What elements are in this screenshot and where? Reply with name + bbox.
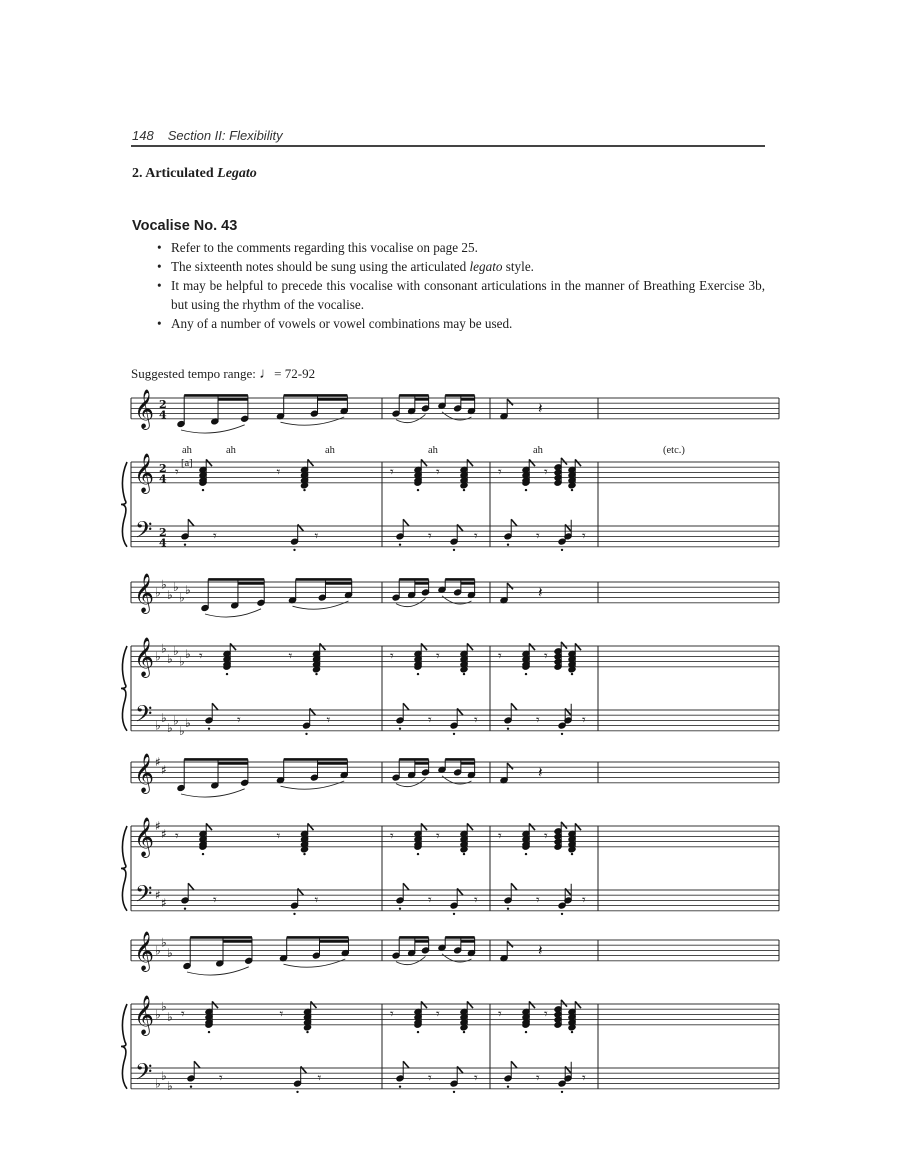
flag [457,888,463,895]
flag [507,583,513,589]
eighth-rest-icon: 𝄾 [536,528,540,545]
sharp-icon: ♯ [155,755,161,769]
eighth-rest-icon: 𝄾 [276,464,281,481]
staccato-dot [303,853,305,855]
vocalise-title: Vocalise No. 43 [132,218,238,234]
eighth-rest-icon: 𝄾 [582,712,586,729]
sharp-icon: ♯ [161,896,167,910]
eighth-rest-icon: 𝄾 [288,648,293,665]
bass-clef-icon: 𝄢 [135,517,153,549]
eighth-rest-icon: 𝄾 [213,892,217,909]
staccato-dot [190,1086,192,1088]
lyric-etc: (etc.) [663,445,685,456]
flat-icon: ♭ [155,1076,161,1091]
flag [206,459,212,466]
staccato-dot [202,853,204,855]
time-signature-top: 2 [159,461,167,475]
staccato-dot [293,549,295,551]
staccato-dot [399,908,401,910]
sharp-icon: ♯ [161,826,167,841]
flag [565,524,571,531]
flag [561,642,567,649]
flat-icon: ♭ [161,710,167,725]
eighth-rest-icon: 𝄾 [474,712,478,729]
lyric-ah: ah [428,445,438,456]
treble-clef-icon: 𝄞 [134,816,155,857]
slur [293,601,349,609]
flag [529,1001,535,1008]
eighth-rest-icon: 𝄾 [390,648,394,665]
flat-icon: ♭ [173,713,179,728]
flag [308,823,314,830]
eighth-rest-icon: 𝄾 [428,892,432,909]
flag [467,459,473,466]
flag [457,524,463,531]
eighth-rest-icon: 𝄾 [428,712,432,729]
eighth-rest-icon: 𝄾 [474,1070,478,1087]
flat-icon: ♭ [167,652,173,666]
staccato-dot [571,489,573,491]
lyric-ah: ah [182,445,192,456]
sharp-icon: ♯ [161,762,167,777]
flat-icon: ♭ [185,716,191,730]
flat-icon: ♭ [155,649,161,664]
flag [403,883,409,890]
bass-clef-icon: 𝄢 [135,881,153,913]
quarter-rest-icon: 𝄽 [538,763,543,782]
flag [421,459,427,466]
flag [298,524,304,531]
flag [301,1066,307,1073]
section-heading-text: 2. Articulated [132,166,218,181]
eighth-rest-icon: 𝄾 [237,712,241,729]
flag [561,1000,567,1007]
flat-icon: ♭ [167,946,173,960]
quarter-rest-icon: 𝄽 [538,941,543,960]
flag [529,643,535,650]
lyric-ah: ah [533,445,543,456]
instruction-text: Any of a number of vowels or vowel combinations may be used. [171,316,513,331]
eighth-rest-icon: 𝄾 [390,828,394,845]
staccato-dot [571,1031,573,1033]
eighth-rest-icon: 𝄾 [326,712,331,729]
staccato-dot [453,549,455,551]
staccato-dot [507,728,509,730]
eighth-rest-icon: 𝄾 [474,528,478,545]
flag [188,519,194,526]
eighth-rest-icon: 𝄾 [390,464,394,481]
bass-clef-icon: 𝄢 [135,1059,153,1091]
flag [575,643,581,650]
quarter-rest-icon: 𝄽 [538,583,543,602]
staccato-dot [561,549,563,551]
flag [507,763,513,769]
flag [298,888,304,895]
flat-icon: ♭ [155,943,161,958]
brace [121,462,127,547]
eighth-rest-icon: 𝄾 [536,892,540,909]
treble-clef-icon: 𝄞 [134,388,155,429]
staccato-dot [463,853,465,855]
eighth-rest-icon: 𝄾 [474,892,478,909]
lyric-ah: ah [325,445,335,456]
staccato-dot [184,908,186,910]
staccato-dot [507,1086,509,1088]
flag [311,1001,317,1008]
time-signature-bottom: 4 [159,536,167,550]
flag [403,1061,409,1068]
section-heading-italic: Legato [217,166,257,181]
staccato-dot [208,1031,210,1033]
sharp-icon: ♯ [155,888,161,903]
instruction-text: Refer to the comments regarding this vocalise on page 25. [171,240,478,255]
eighth-rest-icon: 𝄾 [199,648,203,665]
flag [507,399,513,405]
flag [421,823,427,830]
flag [421,1001,427,1008]
eighth-rest-icon: 𝄾 [498,1006,502,1023]
eighth-rest-icon: 𝄾 [582,1070,586,1087]
slur [281,417,345,425]
flag [467,643,473,650]
time-signature-top: 2 [159,525,167,539]
flag [565,1066,571,1073]
eighth-rest-icon: 𝄾 [219,1070,223,1087]
eighth-rest-icon: 𝄾 [390,1006,394,1023]
staccato-dot [184,544,186,546]
staccato-dot [571,673,573,675]
brace [121,1004,127,1089]
page-number: 148 [132,128,154,143]
flag [194,1061,200,1068]
flag [421,643,427,650]
tempo-value: = 72-92 [274,366,316,381]
eighth-rest-icon: 𝄾 [544,464,548,481]
eighth-rest-icon: 𝄾 [181,1006,185,1023]
eighth-rest-icon: 𝄾 [536,712,540,729]
flat-icon: ♭ [167,588,173,602]
flat-icon: ♭ [167,1079,173,1094]
flat-icon: ♭ [155,718,161,733]
eighth-rest-icon: 𝄾 [544,648,548,665]
staccato-dot [507,908,509,910]
staccato-dot [463,489,465,491]
staccato-dot [561,913,563,915]
staccato-dot [399,544,401,546]
staccato-dot [453,1091,455,1093]
slur [181,789,245,797]
flag [457,708,463,715]
flag [212,1001,218,1008]
flat-icon: ♭ [161,641,167,656]
staccato-dot [417,673,419,675]
flat-icon: ♭ [161,577,167,592]
flag [511,1061,517,1068]
treble-clef-icon: 𝄞 [134,994,155,1035]
eighth-rest-icon: 𝄾 [436,464,440,481]
flag [561,822,567,829]
time-signature-top: 2 [159,397,167,411]
flat-icon: ♭ [185,582,191,597]
staccato-dot [417,853,419,855]
section-title: Section II: Flexibility [167,128,283,143]
staccato-dot [507,544,509,546]
flag [467,823,473,830]
flag [575,823,581,830]
flat-icon: ♭ [155,1007,161,1022]
eighth-rest-icon: 𝄾 [317,1070,322,1087]
brace [121,826,127,911]
eighth-rest-icon: 𝄾 [436,828,440,845]
staccato-dot [305,733,307,735]
flat-icon: ♭ [179,723,185,738]
staccato-dot [463,673,465,675]
quarter-rest-icon: 𝄽 [538,399,543,418]
flag [206,823,212,830]
staccato-dot [453,733,455,735]
flat-icon: ♭ [173,644,179,659]
flag [529,459,535,466]
staccato-dot [399,728,401,730]
slur [284,959,346,967]
time-signature-bottom: 4 [159,408,167,422]
eighth-rest-icon: 𝄾 [428,1070,432,1087]
staccato-dot [525,489,527,491]
flag [188,883,194,890]
staccato-dot [453,913,455,915]
flag [467,1001,473,1008]
flat-icon: ♭ [173,580,179,595]
eighth-rest-icon: 𝄾 [498,648,502,665]
flag [457,1066,463,1073]
lyric-ipa: [a] [181,458,193,469]
flat-icon: ♭ [155,585,161,600]
treble-clef-icon: 𝄞 [134,752,155,793]
staccato-dot [293,913,295,915]
instruction-italic: legato [469,259,503,274]
flag [212,703,218,710]
staccato-dot [525,673,527,675]
flag [529,823,535,830]
lyric-ah: ah [226,445,236,456]
staccato-dot [315,673,317,675]
flag [511,703,517,710]
eighth-rest-icon: 𝄾 [498,464,502,481]
staccato-dot [561,733,563,735]
brace [121,646,127,731]
flat-icon: ♭ [161,1068,167,1083]
eighth-rest-icon: 𝄾 [582,528,586,545]
eighth-rest-icon: 𝄾 [436,1006,440,1023]
sharp-icon: ♯ [155,819,161,833]
instruction-text: The sixteenth notes should be sung using the articulated [171,259,470,274]
slur [281,781,345,789]
staccato-dot [303,489,305,491]
staccato-dot [399,1086,401,1088]
instruction-text: It may be helpful to precede this vocalise with consonant articulations in the manner of Breathing Exercise 3b, but using the rhythm of the vocalise. [171,278,765,312]
staccato-dot [417,489,419,491]
staccato-dot [571,853,573,855]
staccato-dot [525,853,527,855]
eighth-rest-icon: 𝄾 [544,828,548,845]
eighth-rest-icon: 𝄾 [536,1070,540,1087]
slur [187,967,249,975]
tempo-label: Suggested tempo range: [131,366,260,381]
flat-icon: ♭ [179,590,185,605]
flag [511,883,517,890]
flag [511,519,517,526]
eighth-rest-icon: 𝄾 [544,1006,548,1023]
flag [403,703,409,710]
eighth-rest-icon: 𝄾 [428,528,432,545]
eighth-rest-icon: 𝄾 [498,828,502,845]
staccato-dot [296,1091,298,1093]
flag [565,888,571,895]
staccato-dot [525,1031,527,1033]
slur [205,609,261,617]
eighth-rest-icon: 𝄾 [213,528,217,545]
treble-clef-icon: 𝄞 [134,636,155,677]
eighth-rest-icon: 𝄾 [276,828,281,845]
eighth-rest-icon: 𝄾 [175,464,179,481]
staccato-dot [208,728,210,730]
flag [565,708,571,715]
treble-clef-icon: 𝄞 [134,930,155,971]
flag [403,519,409,526]
flat-icon: ♭ [161,935,167,950]
eighth-rest-icon: 𝄾 [314,528,319,545]
flag [575,459,581,466]
flag [310,708,316,715]
staccato-dot [417,1031,419,1033]
flag [308,459,314,466]
slur [181,425,245,433]
staccato-dot [561,1091,563,1093]
flag [507,941,513,947]
eighth-rest-icon: 𝄾 [582,892,586,909]
eighth-rest-icon: 𝄾 [314,892,319,909]
flat-icon: ♭ [167,1010,173,1024]
flat-icon: ♭ [167,721,173,736]
eighth-rest-icon: 𝄾 [279,1006,284,1023]
staccato-dot [463,1031,465,1033]
bass-clef-icon: 𝄢 [135,701,153,733]
eighth-rest-icon: 𝄾 [175,828,179,845]
flag [230,643,236,650]
time-signature-bottom: 4 [159,472,167,486]
eighth-rest-icon: 𝄾 [436,648,440,665]
staccato-dot [202,489,204,491]
flag [561,458,567,465]
staccato-dot [226,673,228,675]
flat-icon: ♭ [179,654,185,669]
staccato-dot [306,1031,308,1033]
instruction-text: style. [502,259,534,274]
flat-icon: ♭ [185,646,191,661]
flag [575,1001,581,1008]
flag [320,643,326,650]
quarter-note-icon: ♩ [259,366,275,382]
score-layer [121,389,779,1093]
treble-clef-icon: 𝄞 [134,452,155,493]
treble-clef-icon: 𝄞 [134,572,155,613]
flat-icon: ♭ [161,999,167,1014]
